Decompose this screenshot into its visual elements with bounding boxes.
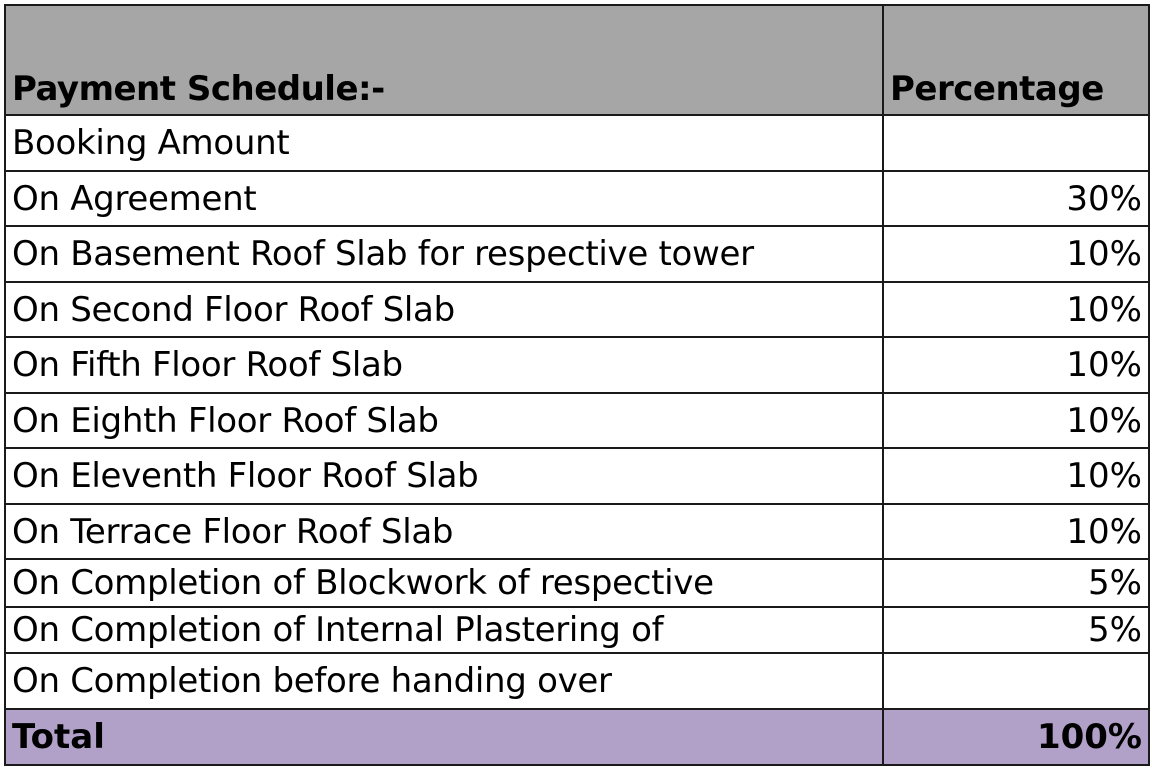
row-percentage: 10%	[883, 448, 1149, 504]
table-row	[5, 559, 1149, 607]
payment-schedule-table	[4, 4, 1150, 766]
row-percentage: 30%	[883, 171, 1149, 226]
row-percentage	[883, 653, 1149, 709]
row-label: On Eleventh Floor Roof Slab	[5, 448, 883, 504]
row-label: On Basement Roof Slab for respective tower	[5, 226, 883, 282]
row-label: On Terrace Floor Roof Slab	[5, 504, 883, 559]
row-label: On Completion before handing over	[5, 653, 883, 709]
row-percentage: 10%	[883, 226, 1149, 282]
row-percentage: 10%	[883, 337, 1149, 393]
table-row	[5, 226, 1149, 282]
row-percentage: 5%	[883, 559, 1149, 607]
total-row	[5, 709, 1149, 765]
row-percentage: 5%	[883, 607, 1149, 653]
header-payment-schedule: Payment Schedule:-	[5, 5, 883, 115]
row-label: On Fifth Floor Roof Slab	[5, 337, 883, 393]
row-label: On Second Floor Roof Slab	[5, 282, 883, 337]
table-header-row	[5, 5, 1149, 115]
header-percentage: Percentage	[883, 5, 1149, 115]
row-percentage: 10%	[883, 504, 1149, 559]
row-percentage: 10%	[883, 282, 1149, 337]
row-label: On Completion of Internal Plastering of	[5, 607, 883, 653]
row-label: Booking Amount	[5, 115, 883, 171]
row-percentage	[883, 115, 1149, 171]
table-row	[5, 607, 1149, 653]
table-row	[5, 393, 1149, 448]
table-row	[5, 653, 1149, 709]
row-percentage: 10%	[883, 393, 1149, 448]
table-row	[5, 115, 1149, 171]
table-row	[5, 282, 1149, 337]
row-label: On Agreement	[5, 171, 883, 226]
table-row	[5, 504, 1149, 559]
total-label: Total	[5, 709, 883, 765]
table-row	[5, 337, 1149, 393]
total-percentage: 100%	[883, 709, 1149, 765]
table-row	[5, 171, 1149, 226]
row-label: On Completion of Blockwork of respective	[5, 559, 883, 607]
row-label: On Eighth Floor Roof Slab	[5, 393, 883, 448]
table-row	[5, 448, 1149, 504]
